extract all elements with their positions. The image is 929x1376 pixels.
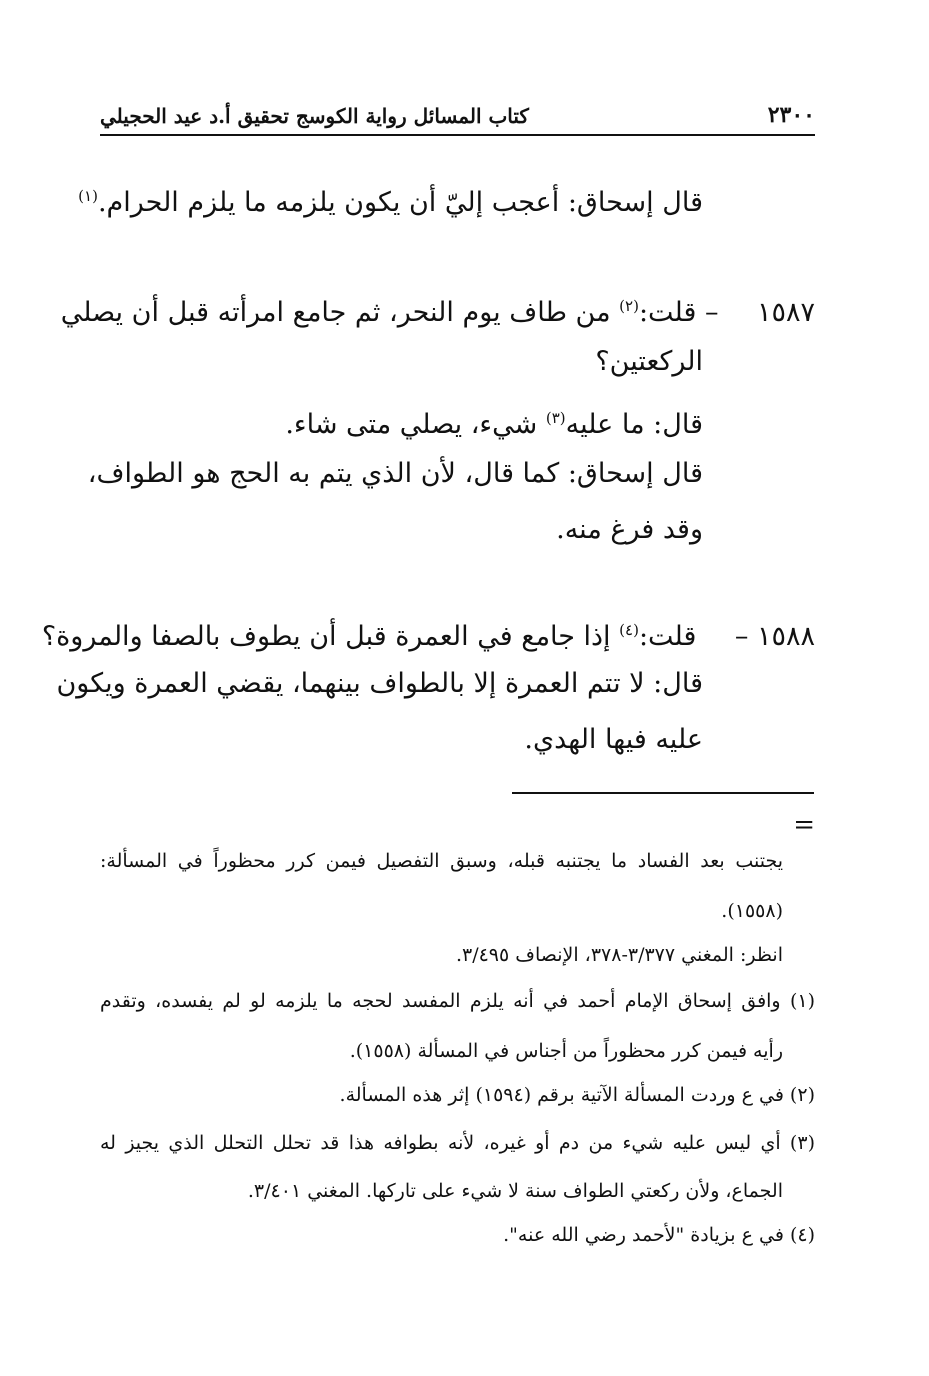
text-line: قال إسحاق: كما قال، لأن الذي يتم به الحج هو الطواف، [87, 458, 703, 489]
footnote-line: رأيه فيمن كرر محظوراً من أجناس في المسألة (١٥٥٨). [349, 1040, 783, 1062]
answer-1588: قال: لا تتم العمرة إلا بالطواف بينهما، يقضي العمرة ويكون [56, 668, 703, 699]
text-line: عليه فيها الهدي. [524, 724, 703, 755]
footnote-3: (٣) أي ليس عليه شيء من دم أو غيره، لأنه بطوافه هذا قد تحلل التحلل الذي يجيز له [100, 1132, 815, 1154]
issue-number: ١٥٨٧ – [705, 297, 815, 328]
text-line: الركعتين؟ [595, 346, 703, 377]
footnote-4: (٤) في ع بزيادة "لأحمد رضي الله عنه". [503, 1224, 815, 1246]
page-number: ٢٣٠٠ [767, 102, 815, 128]
footnote-ref[interactable]: (٣) [545, 409, 566, 427]
footnote-line: انظر: المغني ٣/٣٧٧-٣٧٨، الإنصاف ٣/٤٩٥. [455, 944, 783, 966]
question-1587: ١٥٨٧ – قلت:$^{(٢)}$ من طاف يوم النحر، ثم جامع امرأته قبل أن يصلي [100, 286, 815, 333]
issue-number: ١٥٨٨ – [734, 621, 815, 652]
footnote-ref[interactable]: (٤) [619, 621, 639, 639]
footnote-line: يجتنب بعد الفساد ما يجتنبه قبله، وسبق التفصيل فيمن كرر محظوراً في المسألة: [100, 850, 783, 872]
footnote-2: (٢) في ع وردت المسألة الآتية برقم (١٥٩٤) إثر هذه المسألة. [339, 1084, 815, 1106]
footnote-separator [512, 792, 814, 794]
continuation-mark: = [793, 810, 815, 840]
footnote-line: (١٥٥٨). [721, 900, 783, 922]
text-line: قال إسحاق: أعجب إليّ أن يكون يلزمه ما يلزم الحرام.$^{(١)}$ [78, 187, 703, 218]
footnote-1: (١) وافق إسحاق الإمام أحمد في أنه يلزم المفسد لحجه ما يلزمه لو لم يفسده، وتقدم [100, 990, 815, 1012]
answer-1587: قال: ما عليه$^{(٣)}$ شيء، يصلي متى شاء. [285, 409, 703, 440]
text-line: وقد فرغ منه. [556, 514, 703, 545]
book-title: كتاب المسائل رواية الكوسج تحقيق أ.د عيد الحجيلي [100, 104, 529, 128]
footnote-ref[interactable]: (١) [78, 187, 98, 205]
footnote-ref[interactable]: (٢) [619, 297, 639, 315]
question-1588: ١٥٨٨ – قلت:$^{(٤)}$ إذا جامع في العمرة قبل أن يطوف بالصفا والمروة؟ [100, 610, 815, 657]
footnote-line: الجماع، ولأن ركعتي الطواف سنة لا شيء على تاركها. المغني ٣/٤٠١. [247, 1180, 783, 1202]
running-header [100, 96, 815, 136]
